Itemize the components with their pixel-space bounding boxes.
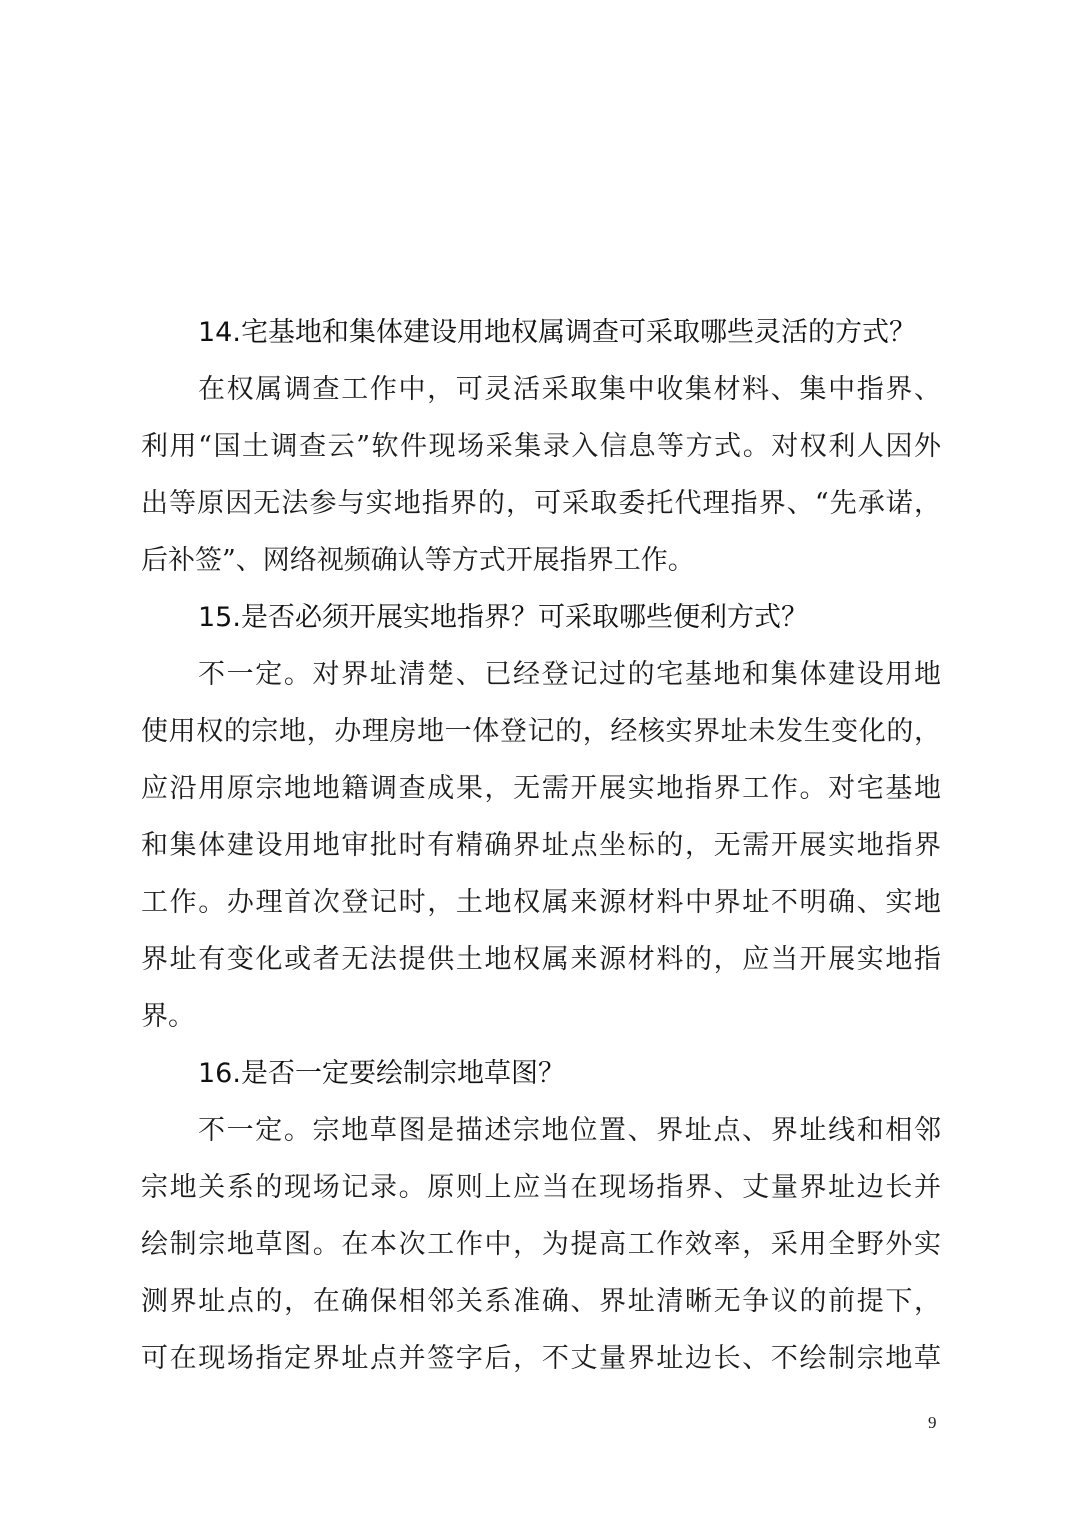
section-15-line-7: 界。 [141, 1001, 195, 1032]
section-15-line-1: 不一定。对界址清楚、已经登记过的宅基地和集体建设用地 [198, 659, 941, 690]
section-16-line-5: 可在现场指定界址点并签字后，不丈量界址边长、不绘制宗地草 [141, 1343, 941, 1374]
section-14-line-3: 出等原因无法参与实地指界的，可采取委托代理指界、“先承诺， [141, 488, 941, 519]
section-15-heading: 15.是否必须开展实地指界？可采取哪些便利方式？ [198, 602, 808, 633]
section-16-line-1: 不一定。宗地草图是描述宗地位置、界址点、界址线和相邻 [198, 1115, 941, 1146]
section-15-line-6: 界址有变化或者无法提供土地权属来源材料的，应当开展实地指 [141, 944, 941, 975]
section-16-line-3: 绘制宗地草图。在本次工作中，为提高工作效率，采用全野外实 [141, 1229, 941, 1260]
section-16-line-4: 测界址点的，在确保相邻关系准确、界址清晰无争议的前提下， [141, 1286, 941, 1317]
page-number: 9 [928, 1413, 937, 1432]
section-15-line-3: 应沿用原宗地地籍调查成果，无需开展实地指界工作。对宅基地 [141, 773, 941, 804]
section-16-line-2: 宗地关系的现场记录。原则上应当在现场指界、丈量界址边长并 [141, 1172, 941, 1203]
section-15-line-5: 工作。办理首次登记时，土地权属来源材料中界址不明确、实地 [141, 887, 941, 918]
section-14-line-1: 在权属调查工作中，可灵活采取集中收集材料、集中指界、 [198, 374, 941, 405]
section-16-heading: 16.是否一定要绘制宗地草图？ [198, 1058, 565, 1089]
section-14-line-2: 利用“国土调查云”软件现场采集录入信息等方式。对权利人因外 [141, 431, 941, 462]
section-14-line-4: 后补签”、网络视频确认等方式开展指界工作。 [141, 545, 695, 576]
section-15-line-2: 使用权的宗地，办理房地一体登记的，经核实界址未发生变化的， [141, 716, 941, 747]
section-15-line-4: 和集体建设用地审批时有精确界址点坐标的，无需开展实地指界 [141, 830, 941, 861]
section-14-heading: 14.宅基地和集体建设用地权属调查可采取哪些灵活的方式？ [198, 317, 916, 348]
